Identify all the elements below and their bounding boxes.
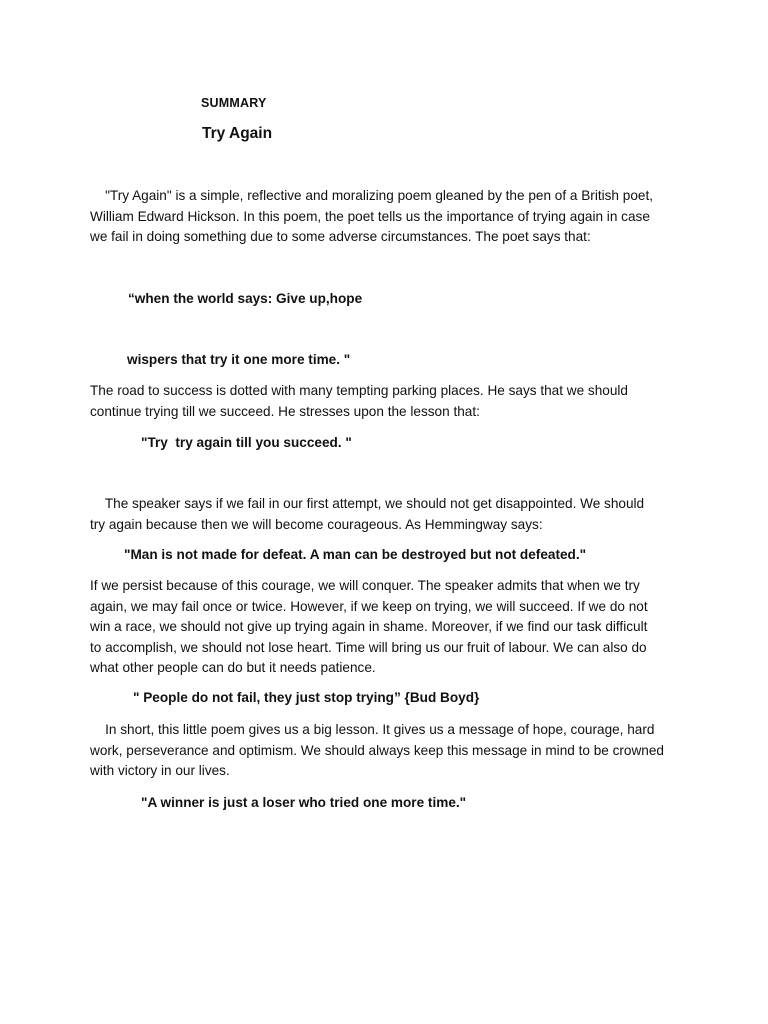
- quote-line: "Man is not made for defeat. A man can be destroyed but not defeated.": [124, 547, 587, 562]
- paragraph-line: win a race, we should not give up trying again in shame. Moreover, if we find our task difficult: [90, 619, 648, 634]
- quote-line: wispers that try it one more time. ": [127, 352, 351, 367]
- paragraph-line: In short, this little poem gives us a big lesson. It gives us a message of hope, courage, hard: [90, 722, 655, 737]
- paragraph-line: "Try Again" is a simple, reflective and moralizing poem gleaned by the pen of a British poet,: [90, 188, 654, 203]
- paragraph-line: work, perseverance and optimism. We should always keep this message in mind to be crowned: [90, 742, 664, 758]
- quote-line: “when the world says: Give up,hope: [128, 291, 363, 306]
- paragraph-line: we fail in doing something due to some adverse circumstances. The poet says that:: [90, 229, 591, 244]
- paragraph-line: William Edward Hickson. In this poem, the poet tells us the importance of trying again in case: [90, 208, 650, 224]
- paragraph-line: continue trying till we succeed. He stresses upon the lesson that:: [90, 403, 480, 419]
- speaker-paragraph: [90, 494, 690, 535]
- intro-paragraph: [90, 186, 690, 248]
- conclusion-paragraph: [90, 720, 690, 782]
- paragraph-line: If we persist because of this courage, we will conquer. The speaker admits that when we try: [90, 578, 640, 593]
- paragraph-line: to accomplish, we should not lose heart. Time will bring us our fruit of labour. We can also do: [90, 639, 647, 655]
- paragraph-line: The speaker says if we fail in our first attempt, we should not get disappointed. We should: [90, 496, 645, 511]
- quote-line: " People do not fail, they just stop trying” {Bud Boyd}: [133, 690, 480, 705]
- summary-label: SUMMARY: [201, 96, 267, 110]
- paragraph-line: what other people can do but it needs patience.: [90, 660, 376, 675]
- paragraph-line: again, we may fail once or twice. However, if we keep on trying, we will succeed. If we do not: [90, 598, 648, 614]
- paragraph-line: try again because then we will become courageous. As Hemmingway says:: [90, 516, 543, 532]
- paragraph-line: with victory in our lives.: [90, 763, 230, 778]
- quote-line: "A winner is just a loser who tried one more time.": [141, 795, 467, 810]
- document-title: Try Again: [202, 125, 273, 142]
- paragraph-line: The road to success is dotted with many tempting parking places. He says that we should: [90, 383, 628, 398]
- persist-paragraph: [90, 576, 690, 679]
- road-paragraph: [90, 381, 690, 422]
- quote-line: "Try try again till you succeed. ": [141, 435, 352, 450]
